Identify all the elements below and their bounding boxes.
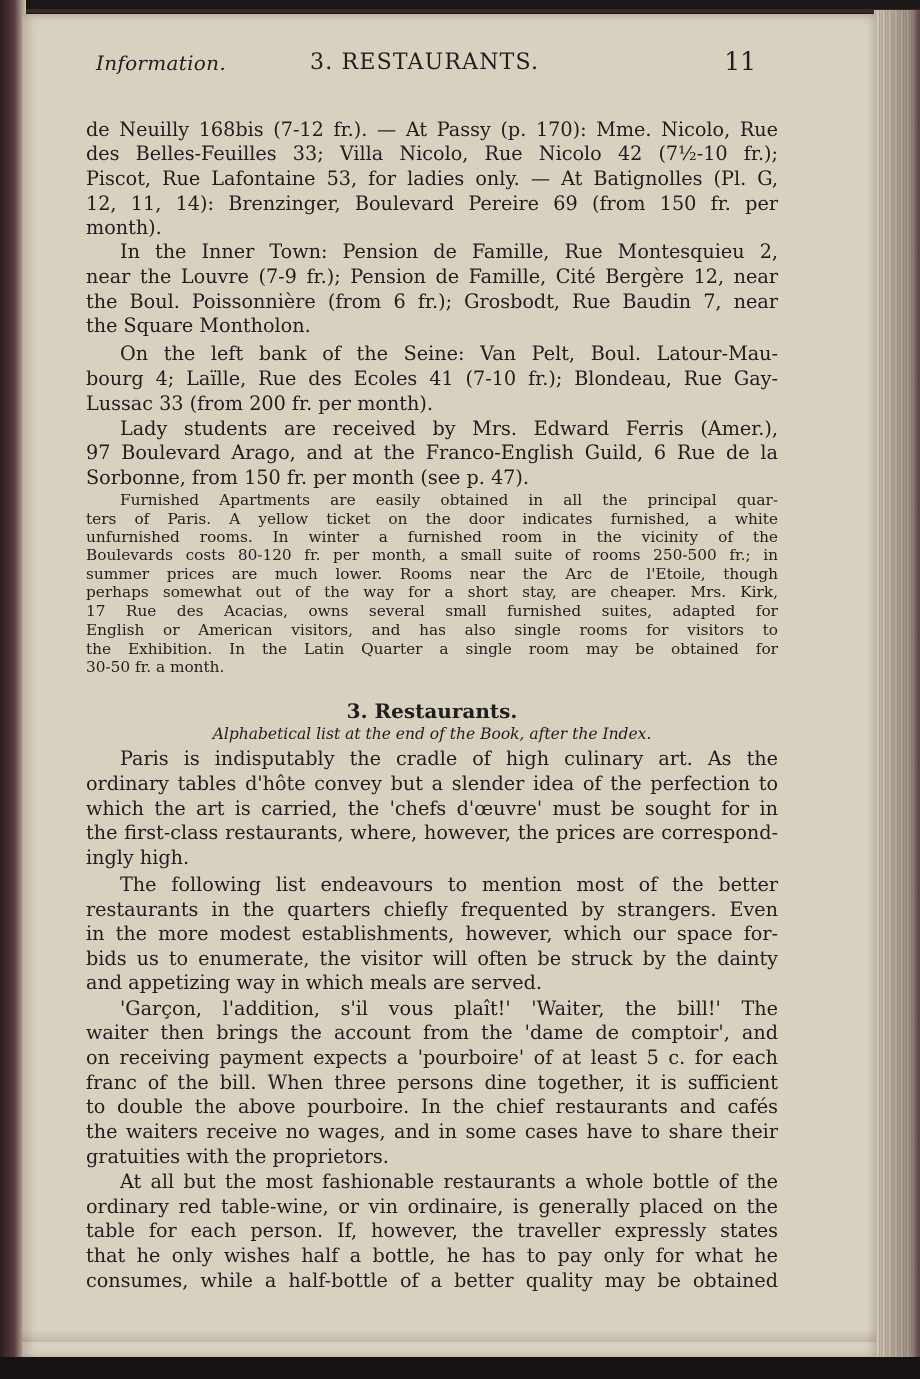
- page-number: 11: [724, 47, 756, 76]
- book-bottom-edge: [0, 1357, 920, 1379]
- text-line: The following list endeavours to mention most of the better: [120, 873, 778, 896]
- running-header: [96, 47, 856, 87]
- header-chapter-title: 3. RESTAURANTS.: [310, 50, 540, 75]
- text-line-small: Furnished Apartments are easily obtained in all the principal quar-: [120, 491, 778, 509]
- text-line: franc of the bill. When three persons dine together, it is sufficient: [86, 1071, 778, 1094]
- text-line: the waiters receive no wages, and in some cases have to share their: [86, 1120, 778, 1143]
- text-line: ordinary red table-wine, or vin ordinaire, is generally placed on the: [86, 1195, 778, 1218]
- text-line-small: English or American visitors, and has also single rooms for visitors to: [86, 621, 778, 639]
- text-line: the Boul. Poissonnière (from 6 fr.); Grosbodt, Rue Baudin 7, near: [86, 290, 778, 313]
- text-line: and appetizing way in which meals are served.: [86, 971, 542, 994]
- text-line: to double the above pourboire. In the chief restaurants and cafés: [86, 1095, 778, 1118]
- text-line: the Square Montholon.: [86, 314, 311, 337]
- text-line: on receiving payment expects a 'pourboire' of at least 5 c. for each: [86, 1046, 778, 1069]
- text-line: bids us to enumerate, the visitor will often be struck by the dainty: [86, 947, 778, 970]
- text-line-small: Boulevards costs 80-120 fr. per month, a small suite of rooms 250-500 fr.; in: [86, 546, 778, 564]
- text-line: bourg 4; Laïlle, Rue des Ecoles 41 (7-10 fr.); Blondeau, Rue Gay-: [86, 367, 778, 390]
- text-line-small: 30-50 fr. a month.: [86, 658, 225, 676]
- text-line: which the art is carried, the 'chefs d'œuvre' must be sought for in: [86, 797, 778, 820]
- text-line: On the left bank of the Seine: Van Pelt, Boul. Latour-Mau-: [120, 342, 778, 365]
- text-line: 12, 11, 14): Brenzinger, Boulevard Pereire 69 (from 150 fr. per: [86, 192, 778, 215]
- text-line: near the Louvre (7-9 fr.); Pension de Famille, Cité Bergère 12, near: [86, 265, 778, 288]
- text-line: At all but the most fashionable restaurants a whole bottle of the: [120, 1170, 778, 1193]
- text-line: the first-class restaurants, where, however, the prices are correspond-: [86, 821, 778, 844]
- text-line: in the more modest establishments, however, which our space for-: [86, 922, 778, 945]
- text-line: restaurants in the quarters chiefly frequented by strangers. Even: [86, 898, 778, 921]
- text-line: month).: [86, 216, 162, 239]
- text-line-small: unfurnished rooms. In winter a furnished room in the vicinity of the: [86, 528, 778, 546]
- text-line: Lussac 33 (from 200 fr. per month).: [86, 392, 433, 415]
- text-line: de Neuilly 168bis (7-12 fr.). — At Passy (p. 170): Mme. Nicolo, Rue: [86, 118, 778, 141]
- text-line-small: 17 Rue des Acacias, owns several small furnished suites, adapted for: [86, 602, 778, 620]
- text-line: Lady students are received by Mrs. Edward Ferris (Amer.),: [120, 417, 778, 440]
- text-line: that he only wishes half a bottle, he has to pay only for what he: [86, 1244, 778, 1267]
- text-line-small: perhaps somewhat out of the way for a short stay, are cheaper. Mrs. Kirk,: [86, 583, 778, 601]
- text-line: waiter then brings the account from the 'dame de comptoir', and: [86, 1021, 778, 1044]
- page-bottom-shadow: [22, 1330, 876, 1342]
- page-edges: [874, 10, 920, 1360]
- text-line: ordinary tables d'hôte convey but a slender idea of the perfection to: [86, 772, 778, 795]
- section-heading: 3. Restaurants.: [346, 699, 518, 723]
- text-line: Sorbonne, from 150 fr. per month (see p. 47).: [86, 466, 529, 489]
- text-line-small: ters of Paris. A yellow ticket on the door indicates furnished, a white: [86, 510, 778, 528]
- text-line: In the Inner Town: Pension de Famille, Rue Montesquieu 2,: [120, 240, 778, 263]
- text-line: ingly high.: [86, 846, 190, 869]
- text-line: consumes, while a half-bottle of a better quality may be obtained: [86, 1269, 778, 1292]
- text-line-small: summer prices are much lower. Rooms near the Arc de l'Etoile, though: [86, 565, 778, 583]
- text-line: 'Garçon, l'addition, s'il vous plaît!' 'Waiter, the bill!' The: [120, 997, 778, 1020]
- text-line: des Belles-Feuilles 33; Villa Nicolo, Rue Nicolo 42 (7½-10 fr.);: [86, 142, 778, 165]
- text-line: Piscot, Rue Lafontaine 53, for ladies only. — At Batignolles (Pl. G,: [86, 167, 778, 190]
- text-line: 97 Boulevard Arago, and at the Franco-English Guild, 6 Rue de la: [86, 441, 778, 464]
- text-line-small: the Exhibition. In the Latin Quarter a single room may be obtained for: [86, 640, 778, 658]
- text-line: gratuities with the proprietors.: [86, 1145, 389, 1168]
- section-subheading: Alphabetical list at the end of the Book, after the Index.: [212, 725, 652, 743]
- text-line: table for each person. If, however, the traveller expressly states: [86, 1219, 778, 1242]
- text-line: Paris is indisputably the cradle of high culinary art. As the: [120, 747, 778, 770]
- header-section-label: Information.: [96, 51, 226, 75]
